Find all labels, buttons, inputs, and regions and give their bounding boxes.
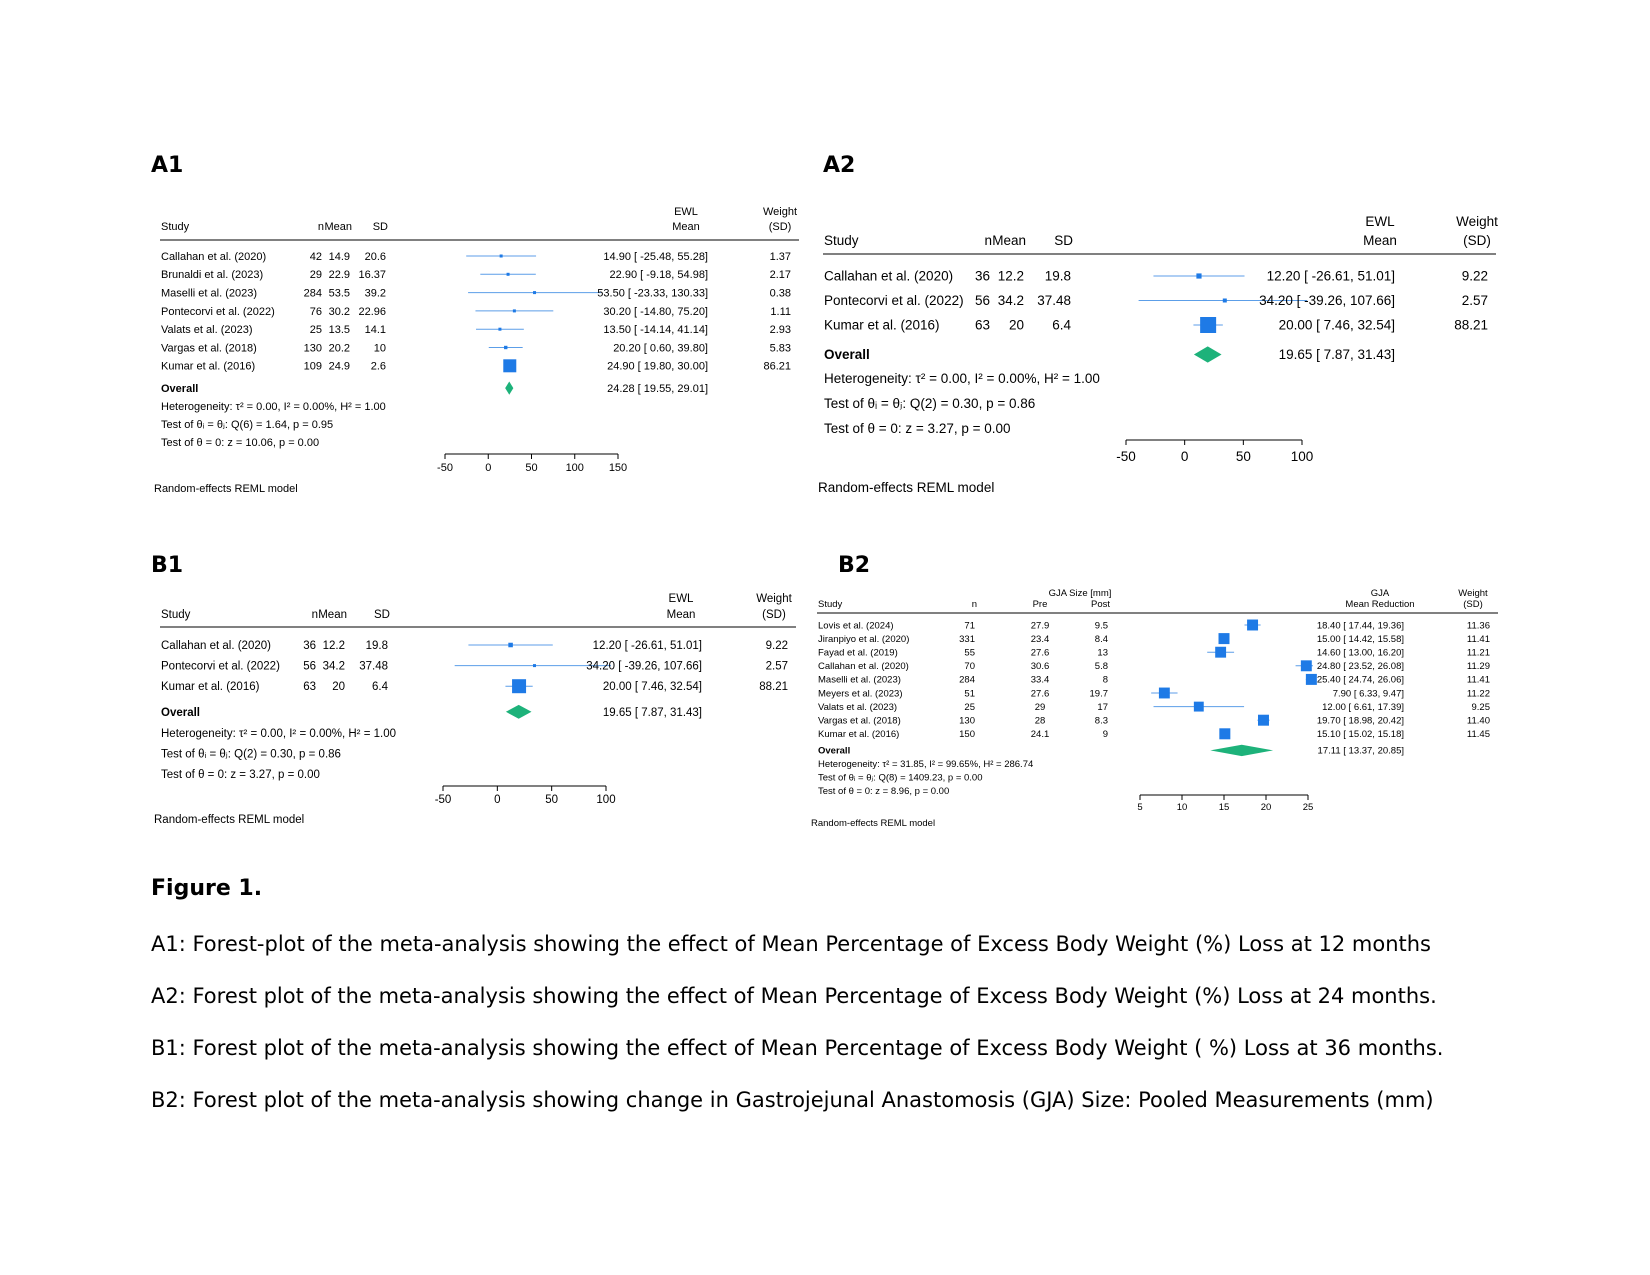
- caption-a2: A2: Forest plot of the meta-analysis showing the effect of Mean Percentage of Excess Body Weight (%) Loss at 24 months.: [151, 984, 1437, 1008]
- p4-study-col-post: 9.5: [1094, 620, 1108, 632]
- p2-model-note: Random-effects REML model: [818, 480, 995, 495]
- p2-study-col-n: 56: [974, 293, 990, 309]
- p4-study-name: Valats et al. (2023): [818, 701, 898, 713]
- figure-title: Figure 1.: [151, 876, 263, 901]
- p2-stats-line: Heterogeneity: τ² = 0.00, I² = 0.00%, H² = 1.00: [824, 371, 1100, 387]
- p4-study-col-pre: 27.6: [1030, 647, 1050, 659]
- p4-study-col-n: 71: [964, 620, 975, 632]
- p3-header-col-sd: SD: [374, 609, 390, 621]
- p2-study-col-sd: 37.48: [1037, 293, 1071, 309]
- p3-study-weight: 2.57: [765, 660, 788, 673]
- p2-study-marker: [1196, 273, 1201, 278]
- p1-study-weight: 1.11: [770, 305, 791, 318]
- p1-study-weight: 1.37: [769, 250, 791, 263]
- p1-study-ci-text: 13.50 [ -14.14, 41.14]: [603, 324, 708, 337]
- p1-study-ci-text: 30.20 [ -14.80, 75.20]: [603, 305, 708, 318]
- p1-overall-label: Overall: [161, 382, 199, 395]
- p4-study-col-post: 17: [1097, 701, 1108, 713]
- p3-study-col-n: 56: [303, 660, 316, 673]
- p4-study-marker: [1194, 702, 1204, 712]
- p2-study-weight: 88.21: [1454, 317, 1488, 333]
- p1-header-weight-2: (SD): [768, 221, 792, 233]
- p3-study-col-mean: 12.2: [322, 640, 345, 653]
- p4-study-col-post: 8.4: [1094, 633, 1108, 645]
- p1-study-ci-text: 20.20 [ 0.60, 39.80]: [613, 342, 708, 355]
- p2-header-weight-2: (SD): [1463, 233, 1491, 248]
- p1-study-name: Vargas et al. (2018): [161, 342, 257, 355]
- p1-study-col-mean: 30.2: [328, 305, 350, 318]
- p3-study-col-n: 63: [303, 681, 316, 694]
- p3-x-tick-label: -50: [434, 794, 452, 806]
- p4-study-col-pre: 27.9: [1030, 620, 1050, 632]
- caption-b2: B2: Forest plot of the meta-analysis showing change in Gastrojejunal Anastomosis (GJA) Size: Pooled Measurements (mm): [151, 1088, 1434, 1112]
- p3-study-weight: 88.21: [759, 681, 788, 694]
- p1-study-name: Maselli et al. (2023): [161, 287, 257, 300]
- p3-study-ci-text: 12.20 [ -26.61, 51.01]: [592, 640, 702, 653]
- p1-study-col-mean: 20.2: [328, 342, 350, 355]
- p1-x-tick-label: 100: [565, 462, 584, 474]
- p4-study-weight: 11.36: [1466, 620, 1490, 632]
- p3-header-col-mean: Mean: [318, 609, 347, 621]
- p4-header-weight-1: Weight: [1458, 588, 1488, 599]
- p1-study-marker: [513, 309, 516, 312]
- p2-study-col-n: 63: [974, 317, 990, 333]
- p4-study-name: Vargas et al. (2018): [818, 715, 901, 727]
- p4-study-ci-text: 7.90 [ 6.33, 9.47]: [1332, 688, 1404, 700]
- p4-study-col-pre: 33.4: [1030, 674, 1050, 686]
- p4-x-tick-label: 5: [1137, 802, 1143, 813]
- p1-study-marker: [504, 346, 507, 349]
- p1-study-col-n: 25: [309, 324, 322, 337]
- p2-stats-line: Test of θᵢ = θⱼ: Q(2) = 0.30, p = 0.86: [824, 396, 1036, 412]
- panel-label-a2: A2: [823, 153, 856, 178]
- p4-study-col-pre: 29: [1034, 701, 1046, 713]
- p1-study-weight: 0.38: [769, 287, 791, 300]
- p4-study-ci-text: 25.40 [ 24.74, 26.06]: [1316, 674, 1404, 686]
- p1-study-col-n: 284: [303, 287, 322, 300]
- p4-study-name: Meyers et al. (2023): [818, 688, 903, 700]
- p4-study-marker: [1159, 688, 1170, 699]
- p2-study-col-n: 36: [974, 268, 990, 284]
- p1-header-effect-2: Mean: [672, 221, 700, 233]
- p3-overall-label: Overall: [161, 706, 200, 719]
- p1-study-col-n: 42: [309, 250, 322, 263]
- p4-study-marker: [1219, 633, 1230, 644]
- p1-stats-line: Test of θ = 0: z = 10.06, p = 0.00: [161, 436, 320, 449]
- p4-study-weight: 11.41: [1466, 633, 1490, 645]
- p1-study-col-sd: 2.6: [370, 360, 386, 373]
- p1-study-col-sd: 16.37: [358, 269, 386, 282]
- p1-study-name: Brunaldi et al. (2023): [161, 269, 264, 282]
- p4-stats-line: Test of θᵢ = θⱼ: Q(8) = 1409.23, p = 0.00: [818, 772, 983, 784]
- p3-stats-line: Test of θᵢ = θⱼ: Q(2) = 0.30, p = 0.86: [161, 748, 341, 761]
- p2-x-tick-label: 50: [1235, 449, 1251, 464]
- p4-study-col-post: 8.3: [1094, 715, 1108, 727]
- panel-label-a1: A1: [151, 153, 184, 178]
- panel-label-b1: B1: [151, 553, 184, 578]
- p1-study-col-n: 29: [309, 269, 322, 282]
- p1-study-col-n: 76: [309, 305, 322, 318]
- p4-study-col-post: 19.7: [1089, 688, 1108, 700]
- p4-header-col-pre: Pre: [1032, 599, 1048, 610]
- p4-study-col-pre: 30.6: [1030, 661, 1050, 673]
- p4-study-col-n: 331: [959, 633, 975, 645]
- p4-study-name: Maselli et al. (2023): [818, 674, 901, 686]
- p3-study-col-mean: 34.2: [322, 660, 345, 673]
- p2-study-col-sd: 6.4: [1052, 317, 1071, 333]
- p2-study-col-mean: 12.2: [997, 268, 1024, 284]
- p2-header-weight-1: Weight: [1456, 214, 1498, 229]
- p4-study-col-n: 25: [964, 701, 975, 713]
- p3-study-col-n: 36: [303, 640, 316, 653]
- p1-study-col-mean: 22.9: [328, 269, 350, 282]
- p3-overall-ci-text: 19.65 [ 7.87, 31.43]: [602, 706, 702, 719]
- p3-study-ci-text: 34.20 [ -39.26, 107.66]: [586, 660, 702, 673]
- p3-study-marker: [512, 679, 526, 693]
- p1-study-col-sd: 20.6: [364, 250, 386, 263]
- p3-stats-line: Test of θ = 0: z = 3.27, p = 0.00: [161, 768, 320, 781]
- p4-study-ci-text: 14.60 [ 13.00, 16.20]: [1316, 647, 1404, 659]
- p2-study-weight: 2.57: [1461, 293, 1488, 309]
- p4-study-marker: [1306, 674, 1317, 685]
- p3-header-col-n: n: [311, 609, 318, 621]
- p1-study-weight: 2.17: [769, 269, 791, 282]
- p2-study-col-mean: 20: [1008, 317, 1024, 333]
- p4-study-marker: [1301, 660, 1312, 671]
- p1-x-tick-label: 150: [608, 462, 628, 474]
- p4-study-name: Callahan et al. (2020): [818, 661, 909, 673]
- p2-study-ci-text: 12.20 [ -26.61, 51.01]: [1266, 268, 1395, 284]
- p2-header-col-n: n: [984, 233, 992, 248]
- p2-x-tick-label: 100: [1290, 449, 1314, 464]
- p4-overall-label: Overall: [818, 745, 851, 757]
- p2-overall-label: Overall: [824, 347, 870, 363]
- p2-study-name: Kumar et al. (2016): [824, 317, 940, 333]
- caption-a1: A1: Forest-plot of the meta-analysis showing the effect of Mean Percentage of Excess Body Weight (%) Loss at 12 months: [151, 932, 1431, 956]
- p2-header-col-sd: SD: [1054, 233, 1073, 248]
- p1-study-marker: [533, 291, 536, 294]
- p4-study-col-pre: 27.6: [1030, 688, 1050, 700]
- p1-x-tick-label: 0: [485, 462, 492, 474]
- p4-study-col-pre: 24.1: [1030, 729, 1050, 741]
- p1-header-col-n: n: [317, 221, 324, 233]
- p3-model-note: Random-effects REML model: [154, 814, 305, 826]
- p1-header-effect-1: EWL: [674, 206, 698, 218]
- p2-study-weight: 9.22: [1461, 268, 1488, 284]
- p4-overall-diamond: [1210, 745, 1273, 756]
- p1-header-study: Study: [161, 221, 190, 233]
- p1-study-weight: 5.83: [769, 342, 791, 355]
- p4-study-weight: 11.22: [1466, 688, 1490, 700]
- p2-study-ci-text: 20.00 [ 7.46, 32.54]: [1278, 317, 1395, 333]
- p3-study-col-sd: 6.4: [372, 681, 388, 694]
- p4-model-note: Random-effects REML model: [811, 818, 936, 829]
- p3-study-weight: 9.22: [765, 640, 788, 653]
- p1-study-weight: 2.93: [769, 324, 791, 337]
- p2-study-marker: [1200, 317, 1216, 333]
- p4-study-name: Fayad et al. (2019): [818, 647, 898, 659]
- p4-stats-line: Heterogeneity: τ² = 31.85, I² = 99.65%, H² = 286.74: [818, 759, 1034, 771]
- p3-study-col-sd: 37.48: [359, 660, 388, 673]
- p3-header-study: Study: [161, 609, 191, 621]
- p1-study-col-mean: 14.9: [328, 250, 350, 263]
- p4-study-col-post: 5.8: [1094, 661, 1108, 673]
- p3-x-tick-label: 0: [494, 794, 501, 806]
- p4-study-weight: 9.25: [1471, 701, 1490, 713]
- p4-study-marker: [1258, 715, 1269, 726]
- p2-study-ci-text: 34.20 [ -39.26, 107.66]: [1259, 293, 1395, 309]
- p1-stats-line: Heterogeneity: τ² = 0.00, I² = 0.00%, H² = 1.00: [161, 400, 386, 413]
- p3-header-effect-1: EWL: [668, 593, 694, 605]
- p4-study-col-post: 8: [1102, 674, 1108, 686]
- p4-header-col-post: Post: [1090, 599, 1110, 610]
- p4-study-weight: 11.29: [1466, 661, 1490, 673]
- p2-study-col-mean: 34.2: [997, 293, 1024, 309]
- p1-overall-diamond: [505, 382, 513, 395]
- p3-header-weight-1: Weight: [756, 593, 792, 605]
- p1-overall-ci-text: 24.28 [ 19.55, 29.01]: [607, 382, 708, 395]
- p4-study-ci-text: 18.40 [ 17.44, 19.36]: [1316, 620, 1404, 632]
- p3-x-tick-label: 50: [545, 794, 559, 806]
- p4-study-name: Kumar et al. (2016): [818, 729, 900, 741]
- p1-study-name: Kumar et al. (2016): [161, 360, 256, 373]
- p1-x-tick-label: -50: [437, 462, 453, 474]
- p3-study-ci-text: 20.00 [ 7.46, 32.54]: [602, 681, 702, 694]
- p1-study-col-mean: 13.5: [328, 324, 350, 337]
- p1-stats-line: Test of θᵢ = θⱼ: Q(6) = 1.64, p = 0.95: [161, 418, 334, 431]
- p1-study-ci-text: 22.90 [ -9.18, 54.98]: [609, 269, 708, 282]
- p3-overall-diamond: [506, 705, 532, 719]
- p1-x-tick-label: 50: [525, 462, 538, 474]
- p4-study-col-n: 150: [959, 729, 975, 741]
- p4-study-col-post: 9: [1102, 729, 1108, 741]
- p4-study-col-pre: 28: [1034, 715, 1046, 727]
- p2-header-col-mean: Mean: [992, 233, 1026, 248]
- p4-header-study: Study: [818, 599, 843, 610]
- p2-study-name: Callahan et al. (2020): [824, 268, 954, 284]
- p1-study-marker: [500, 255, 503, 258]
- panel-label-b2: B2: [838, 553, 871, 578]
- p1-study-marker: [507, 273, 510, 276]
- p3-x-tick-label: 100: [596, 794, 616, 806]
- p4-study-name: Lovis et al. (2024): [818, 620, 894, 632]
- p4-header-col-n: n: [971, 599, 977, 610]
- p3-study-col-sd: 19.8: [365, 640, 388, 653]
- p1-study-col-sd: 39.2: [364, 287, 386, 300]
- p4-x-tick-label: 20: [1260, 802, 1272, 813]
- p4-study-ci-text: 15.10 [ 15.02, 15.18]: [1316, 729, 1404, 741]
- p3-study-marker: [508, 643, 513, 648]
- p3-header-effect-2: Mean: [666, 609, 696, 621]
- p1-study-col-sd: 14.1: [364, 324, 386, 337]
- p4-study-col-n: 130: [959, 715, 975, 727]
- p1-study-col-n: 130: [303, 342, 322, 355]
- p2-x-tick-label: -50: [1116, 449, 1136, 464]
- p2-stats-line: Test of θ = 0: z = 3.27, p = 0.00: [824, 421, 1011, 437]
- p4-study-col-n: 51: [964, 688, 975, 700]
- p2-x-tick-label: 0: [1180, 449, 1189, 464]
- p1-study-ci-text: 53.50 [ -23.33, 130.33]: [597, 287, 708, 300]
- p4-study-weight: 11.21: [1466, 647, 1490, 659]
- p1-study-col-sd: 22.96: [358, 305, 386, 318]
- p1-study-col-sd: 10: [373, 342, 386, 355]
- p4-study-col-n: 55: [964, 647, 975, 659]
- p2-overall-diamond: [1194, 346, 1222, 362]
- p4-overall-ci-text: 17.11 [ 13.37, 20.85]: [1317, 745, 1404, 757]
- p1-study-marker: [503, 359, 516, 372]
- p4-study-ci-text: 12.00 [ 6.61, 17.39]: [1322, 701, 1404, 713]
- p2-overall-ci-text: 19.65 [ 7.87, 31.43]: [1278, 347, 1395, 363]
- p3-stats-line: Heterogeneity: τ² = 0.00, I² = 0.00%, H² = 1.00: [161, 727, 396, 740]
- p4-study-col-n: 284: [959, 674, 975, 686]
- p1-study-name: Callahan et al. (2020): [161, 250, 267, 263]
- p4-group-header: GJA Size [mm]: [1048, 588, 1112, 599]
- p4-study-weight: 11.41: [1466, 674, 1490, 686]
- p4-study-weight: 11.45: [1466, 729, 1490, 741]
- p1-study-col-mean: 53.5: [328, 287, 350, 300]
- p1-header-col-mean: Mean: [324, 221, 352, 233]
- p4-x-tick-label: 25: [1302, 802, 1314, 813]
- p4-study-name: Jiranpiyo et al. (2020): [818, 633, 910, 645]
- p3-study-name: Pontecorvi et al. (2022): [161, 660, 280, 673]
- p1-study-name: Pontecorvi et al. (2022): [161, 305, 275, 318]
- p4-study-weight: 11.40: [1466, 715, 1490, 727]
- p4-x-tick-label: 15: [1218, 802, 1230, 813]
- p4-study-col-n: 70: [964, 661, 975, 673]
- p1-header-weight-1: Weight: [762, 206, 798, 218]
- p3-study-col-mean: 20: [332, 681, 345, 694]
- p1-study-col-n: 109: [303, 360, 322, 373]
- p4-study-col-pre: 23.4: [1030, 633, 1050, 645]
- p4-x-tick-label: 10: [1176, 802, 1188, 813]
- p2-header-effect-1: EWL: [1365, 214, 1395, 229]
- p4-study-ci-text: 19.70 [ 18.98, 20.42]: [1316, 715, 1404, 727]
- p1-study-ci-text: 14.90 [ -25.48, 55.28]: [603, 250, 708, 263]
- p3-study-marker: [533, 664, 536, 667]
- p2-header-study: Study: [824, 233, 859, 248]
- p1-study-col-mean: 24.9: [328, 360, 350, 373]
- p3-header-weight-2: (SD): [762, 609, 786, 621]
- p2-study-col-sd: 19.8: [1044, 268, 1071, 284]
- p4-stats-line: Test of θ = 0: z = 8.96, p = 0.00: [818, 786, 950, 798]
- p2-header-effect-2: Mean: [1363, 233, 1397, 248]
- p1-study-weight: 86.21: [763, 360, 791, 373]
- p3-study-name: Callahan et al. (2020): [161, 640, 271, 653]
- p4-study-ci-text: 15.00 [ 14.42, 15.58]: [1316, 633, 1404, 645]
- p2-study-marker: [1223, 299, 1227, 303]
- p1-study-ci-text: 24.90 [ 19.80, 30.00]: [607, 360, 708, 373]
- caption-b1: B1: Forest plot of the meta-analysis showing the effect of Mean Percentage of Excess Body Weight ( %) Loss at 36 months.: [151, 1036, 1444, 1060]
- p4-header-weight-2: (SD): [1463, 599, 1483, 610]
- p2-study-name: Pontecorvi et al. (2022): [824, 293, 964, 309]
- p4-header-effect-1: GJA: [1370, 588, 1390, 599]
- p4-header-effect-2: Mean Reduction: [1345, 599, 1415, 610]
- p4-study-col-post: 13: [1097, 647, 1108, 659]
- p1-study-marker: [498, 328, 501, 331]
- p1-model-note: Random-effects REML model: [154, 483, 298, 495]
- p1-study-name: Valats et al. (2023): [161, 324, 253, 337]
- p4-study-marker: [1215, 647, 1226, 658]
- p4-study-ci-text: 24.80 [ 23.52, 26.08]: [1316, 661, 1404, 673]
- p4-study-marker: [1247, 620, 1258, 631]
- p3-study-name: Kumar et al. (2016): [161, 681, 260, 694]
- p1-header-col-sd: SD: [372, 221, 388, 233]
- p4-study-marker: [1219, 728, 1230, 739]
